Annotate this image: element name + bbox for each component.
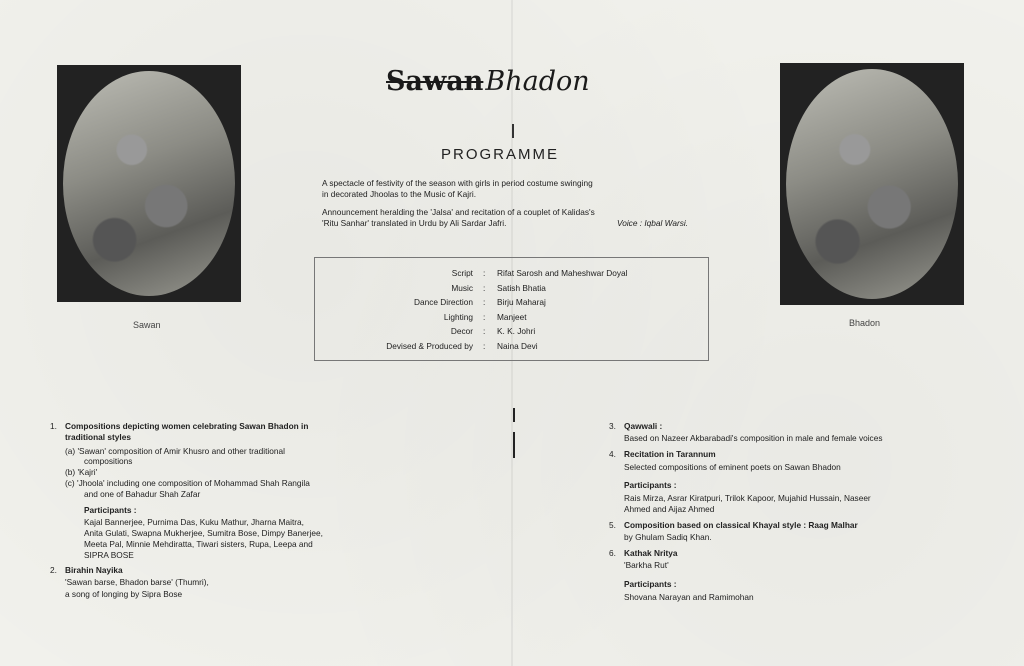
item-number: 4. [609,449,616,459]
logo-part2: Bhadon [485,66,590,97]
logo-stem [512,124,514,138]
item1-participants: Anita Gulati, Swapna Mukherjee, Sumitra Bose, Dimpy Banerjee, [84,528,323,538]
sawan-painting [57,65,241,302]
item1-a: (a) 'Sawan' composition of Amir Khusro and other traditional [65,446,285,456]
item1-c-cont: and one of Bahadur Shah Zafar [84,489,201,499]
item4-title: Recitation in Tarannum [624,449,716,459]
item1-participants: Meeta Pal, Minnie Mehdiratta, Tiwari sisters, Rupa, Leepa and [84,539,313,549]
credit-row: Music : Satish Bhatia [451,283,546,293]
item6-participants-label: Participants : [624,579,677,589]
blurb-voice: Voice : Iqbal Warsi. [617,218,689,228]
item-number: 3. [609,421,616,431]
item4-participants-label: Participants : [624,480,677,490]
credit-row: Script : Rifat Sarosh and Maheshwar Doyal [451,268,628,278]
item3-line: Based on Nazeer Akbarabadi's composition in male and female voices [624,433,883,443]
item1-b: (b) 'Kajri' [65,467,98,477]
credit-row: Dance Direction : Birju Maharaj [413,297,546,307]
sawan-caption: Sawan [133,320,161,330]
item1-c: (c) 'Jhoola' including one composition of Mohammad Shah Rangila [65,478,310,488]
item1-participants: Kajal Bannerjee, Purnima Das, Kuku Mathur, Jharna Maitra, [84,517,304,527]
fold-mark [513,432,515,458]
item4-line: Selected compositions of eminent poets on Sawan Bhadon [624,462,841,472]
item1-title: Compositions depicting women celebrating Sawan Bhadon in [65,421,309,431]
item-number: 6. [609,548,616,558]
item2-line: 'Sawan barse, Bhadon barse' (Thumri), [65,577,209,587]
item2-line: a song of longing by Sipra Bose [65,589,183,599]
credit-name: Birju Maharaj [497,297,546,307]
item1-participants: SIPRA BOSE [84,550,134,560]
item6-line: 'Barkha Rut' [624,560,669,570]
credit-role: Dance Direction [413,297,473,307]
credit-role: Music [451,283,473,293]
item3-title: Qawwali : [624,421,663,431]
item5-title: Composition based on classical Khayal style : Raag Malhar [624,520,858,530]
credits-box [314,257,709,361]
item1-a-cont: compositions [84,456,133,466]
credit-role: Script [451,268,473,278]
credit-role: Decor [450,326,473,336]
item-number: 1. [50,421,57,431]
credit-row: Lighting : Manjeet [443,312,527,322]
item1-title-cont: traditional styles [65,432,131,442]
blurb-line4: 'Ritu Sanhar' translated in Urdu by Ali Sardar Jafri. [322,218,507,228]
item4-participants: Ahmed and Aijaz Ahmed [624,504,715,514]
item6-title: Kathak Nritya [624,548,678,558]
item-number: 5. [609,520,616,530]
blurb-line3: Announcement heralding the 'Jalsa' and recitation of a couplet of Kalidas's [322,207,595,217]
credit-name: Satish Bhatia [497,283,546,293]
credit-name: Naina Devi [497,341,538,351]
credit-role: Devised & Produced by [386,341,473,351]
item2-title: Birahin Nayika [65,565,123,575]
blurb-line1: A spectacle of festivity of the season with girls in period costume swinging [322,178,593,188]
item-number: 2. [50,565,57,575]
blurb-line2: in decorated Jhoolas to the Music of Kajri. [322,189,477,199]
bhadon-painting [780,63,964,305]
bhadon-caption: Bhadon [849,318,881,328]
item1-participants-label: Participants : [84,505,137,515]
credit-role: Lighting [443,312,473,322]
credit-name: Rifat Sarosh and Maheshwar Doyal [497,268,628,278]
credit-row: Decor : K. K. Johri [450,326,536,336]
credit-name: K. K. Johri [497,326,536,336]
logo-part1: Sawan [386,66,484,97]
sawan-bhadon-logo [386,66,590,97]
credit-row: Devised & Produced by : Naina Devi [386,341,538,351]
fold-mark [513,408,515,422]
item5-line: by Ghulam Sadiq Khan. [624,532,712,542]
page-title: PROGRAMME [441,146,560,163]
credit-name: Manjeet [497,312,527,322]
item6-participants: Shovana Narayan and Ramimohan [624,592,754,602]
item4-participants: Rais Mirza, Asrar Kiratpuri, Trilok Kapoor, Mujahid Hussain, Naseer [624,493,871,503]
